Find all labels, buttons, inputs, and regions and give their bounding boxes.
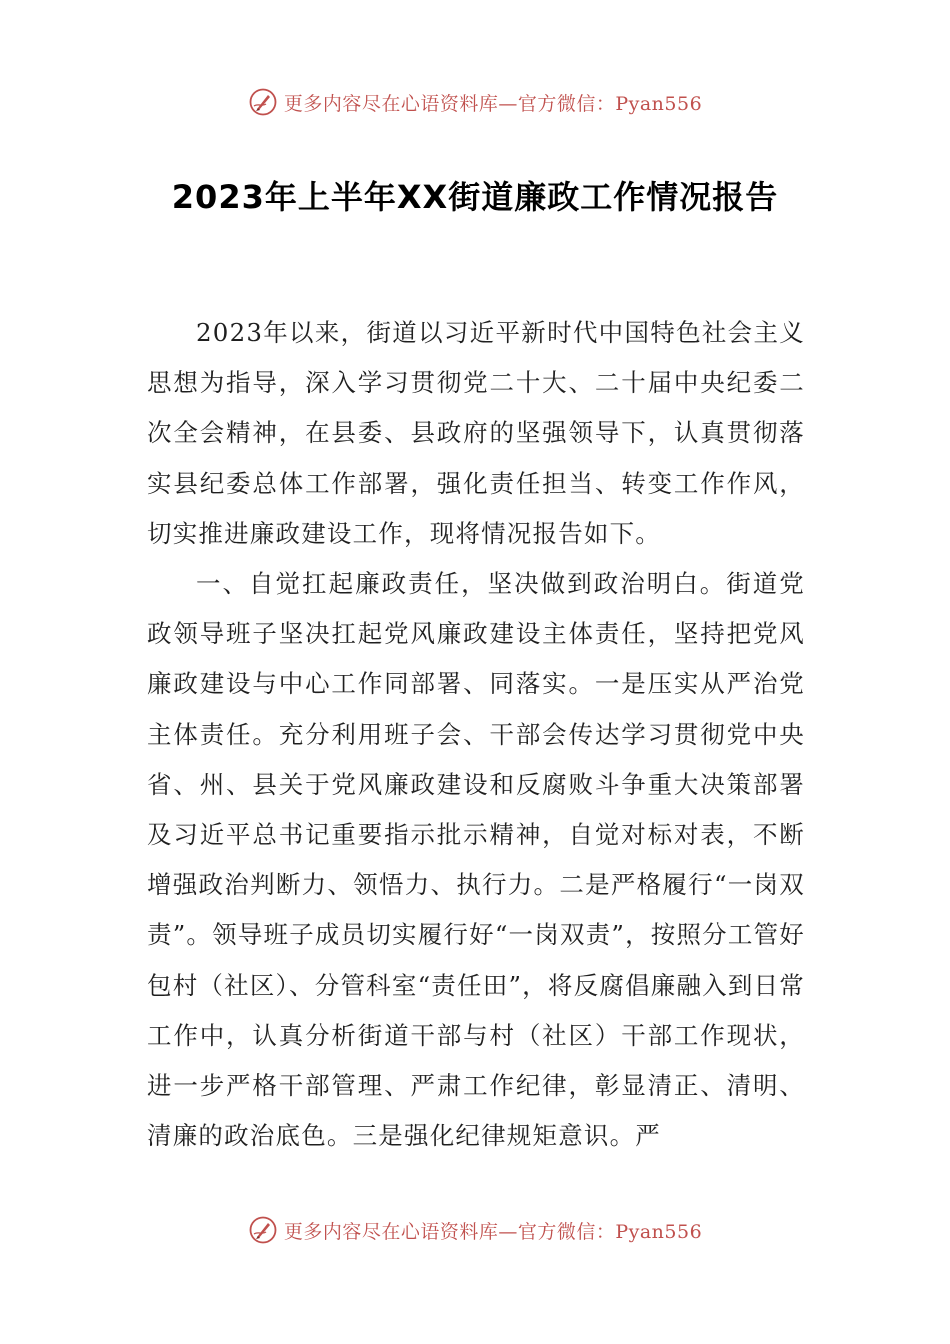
paragraph-section-one: 一、自觉扛起廉政责任，坚决做到政治明白。街道党政领导班子坚决扛起党风廉政建设主体责任，坚持把党风廉政建设与中心工作同部署、同落实。一是压实从严治党主体责任。充分利用班子会、干部会传达学习贯彻党中央省、州、县关于党风廉政建设和反腐败斗争重大决策部署及习近平总书记重要指示批示精神，自觉对标对表，不断增强政治判断力、领悟力、执行力。二是严格履行“一岗双责”。领导班子成员切实履行好“一岗双责”，按照分工管好包村（社区）、分管科室“责任田”，将反腐倡廉融入到日常工作中，认真分析街道干部与村（社区）干部工作现状，进一步严格干部管理、严肃工作纪律，彰显清正、清明、清廉的政治底色。三是强化纪律规矩意识。严: [147, 569, 805, 1151]
document-title: 2023年上半年XX街道廉政工作情况报告: [171, 178, 779, 216]
quill-pen-logo-icon: [248, 1215, 278, 1245]
document-body: [147, 308, 805, 1154]
watermark-text: 更多内容尽在心语资料库—官方微信：Pyan556: [283, 1220, 703, 1243]
footer-watermark: [0, 1210, 950, 1250]
quill-pen-logo-icon: [248, 87, 278, 117]
paragraph-intro: 2023年以来，街道以习近平新时代中国特色社会主义思想为指导，深入学习贯彻党二十大、二十届中央纪委二次全会精神，在县委、县政府的坚强领导下，认真贯彻落实县纪委总体工作部署，强化责任担当、转变工作作风，切实推进廉政建设工作，现将情况报告如下。: [147, 318, 805, 548]
watermark-text: 更多内容尽在心语资料库—官方微信：Pyan556: [283, 92, 703, 115]
header-watermark: [0, 82, 950, 122]
